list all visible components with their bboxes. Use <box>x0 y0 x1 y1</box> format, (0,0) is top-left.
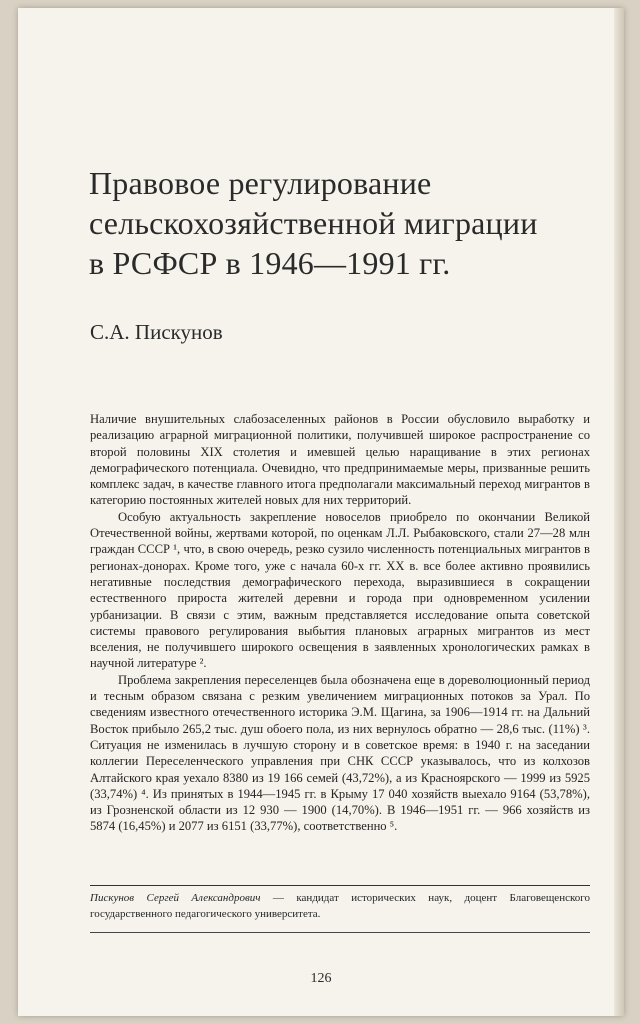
page-number: 126 <box>310 971 332 986</box>
article-title <box>89 163 599 283</box>
article-body <box>90 411 590 835</box>
author-footnote <box>90 891 590 922</box>
page-spine-shadow <box>614 8 624 1016</box>
body-paragraph: Проблема закрепления переселенцев была обозначена еще в дореволюционный период и тесным образом связана с резким увеличением миграционных потоков за Урал. По сведениям известного отечественного историка Э.М. Щагина, за 1906—1914 гг. на Дальний Восток прибыло 265,2 тыс. душ обоего пола, из них вернулось обратно — 28,6 тыс. (11%) ³. Ситуация не изменилась в лучшую сторону и в советское время: в 1940 г. на заседании коллегии Переселенческого управления при СНК СССР указывалось, что из колхозов Алтайского края уехало 8380 из 19 166 семей (43,72%), а из Красноярского — 1999 из 5925 (33,74%) ⁴. Из принятых в 1944—1945 гг. в Крыму 17 040 хозяйств выехало 9164 (53,78%), из Грозненской области из 12 930 — 1900 (14,70%). В 1946—1951 гг. — 966 хозяйств из 5874 (16,45%) и 2077 из 6151 (33,77%), соответственно ⁵. <box>90 672 590 834</box>
body-paragraph: Наличие внушительных слабозаселенных районов в России обусловило выработку и реализацию аграрной миграционной политики, получившей широкое распространение со второй половины XIX столетия и имевшей целью наращивание в этих регионах демографического потенциала. Очевидно, что предпринимаемые меры, призванные решить комплекс задач, в качестве главного итога предполагали максимальный переход мигрантов в категорию постоянных жителей новых для них территорий. <box>90 412 590 508</box>
title-line: в РСФСР в 1946—1991 гг. <box>89 245 451 281</box>
footnote-separator <box>90 885 590 886</box>
footnote-bottom-rule <box>90 932 590 933</box>
article-author: С.А. Пискунов <box>90 320 223 344</box>
book-page <box>18 8 624 1016</box>
body-paragraph: Особую актуальность закрепление новоселов приобрело по окончании Великой Отечественной войны, жертвами которой, по оценкам Л.Л. Рыбаковского, стали 27—28 млн граждан СССР ¹, что, в свою очередь, резко сузило численность потенциальных мигрантов в регионах-донорах. Кроме того, уже с начала 60-х гг. XX в. все более активно проявились негативные последствия демографического перехода, выразившиеся в сокращении естественного прироста жителей деревни и города при одновременном усилении урбанизации. В связи с этим, важным представляется исследование опыта советской системы правового регулирования выбытия плановых аграрных мигрантов из мест вселения, не получившего широкого освещения в заявленных хронологических рамках в научной литературе ². <box>90 509 590 671</box>
footnote-author-info: — кандидат исторических наук, доцент Благовещенского государственного педагогического университета. <box>90 892 590 920</box>
title-line: сельскохозяйственной миграции <box>89 205 538 241</box>
footnote-author-name: Пискунов Сергей Александрович <box>90 892 261 904</box>
title-line: Правовое регулирование <box>89 165 432 201</box>
